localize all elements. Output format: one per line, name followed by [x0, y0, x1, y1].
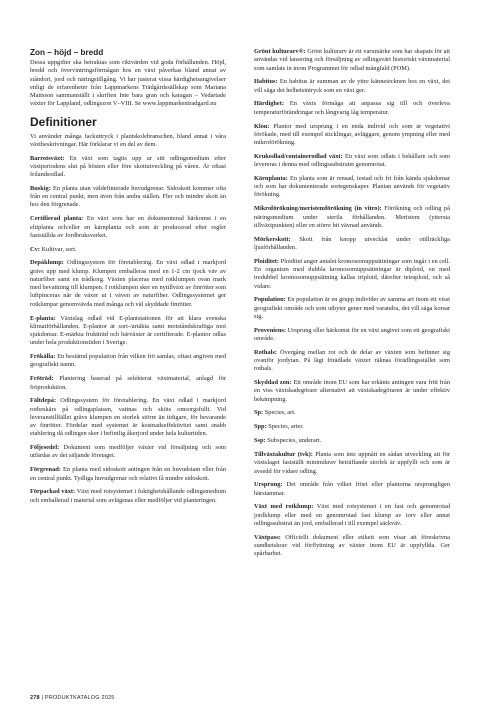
definition-text: Växt med rotsystemet i en fast och genomrotad jordklump eller med en genomrotad fast klump av torv eller annat odlingssubstrat än jord, emballerad i till exempel säckväv. [254, 503, 450, 527]
definition-term: Härdighet: [254, 100, 284, 108]
page-number: 278 [30, 695, 40, 701]
definition-text: Växt med rotsystemet i fuktighetshållande odlingsmedium och emballerad i material som avlägsnas eller medföljer vid planteringen. [30, 488, 226, 504]
definition-text: Övergång mellan rot och de delar av växten som befinner sig ovanför jordytan. På lägt förädlade växter räknas förädlingsstället som rothals. [254, 348, 450, 373]
definition-term: Frökälla: [30, 353, 56, 361]
definition-term: Ssp: [254, 437, 266, 445]
definition-text: En planta som är rensad, testad och fri från kända sjukdomar och som har dokumenterade sortegenskaper. Plantan används för vegetativ förökning. [254, 174, 450, 199]
definition-text: Odlingssystem för företablering. En växt odlad i markjord rotbeskärs på odlingsplatsen, vattnas och sköts omsorgsfullt. Vid leveranstillfället grävs klumpen en storlek större än tidigare, för bevarande av finrötter. Fördelar med systemet är kostnadseffektivitet samt snabb etablering då odlingen sker i befintlig åkerjord under hela kulturtiden. [30, 397, 226, 438]
definition-entry [254, 481, 450, 498]
right-term-list [254, 48, 450, 559]
definition-term: Barrotsväxt: [30, 154, 65, 162]
left-column [30, 48, 226, 510]
definition-entry [30, 444, 226, 461]
definition-term: Sp: [254, 409, 264, 417]
definition-entry [30, 375, 226, 392]
definition-text: Det område från vilket fröet eller plantorna ursprungligen härstammar. [254, 481, 450, 497]
definition-term: Växtpass: [254, 533, 281, 541]
definition-text: Officiellt dokument eller etikett som visar att föreskrivna sundhetskrav vid förflyttning av växter inom EU är uppfyllda. Ger spårbarhet. [254, 533, 450, 558]
definition-term: Habitus: [254, 78, 278, 86]
definition-text: Ett område inom EU som har erkänts antingen vara fritt från en viss växtskadegörare alternativt att växtskadegöraren är under effektiv bekämpning. [254, 379, 450, 403]
definition-text: En växt som har en dokumenterad härkomst i en elitplanta och/eller en kärnplanta och som är producerad efter regler fastställda av Jordbruksverket. [30, 215, 226, 239]
definition-term: Buskig: [30, 184, 51, 192]
definition-text: En habitus är summan av de yttre kännetecknen hos en växt, det vill säga det helhetsintryck som en växt ger. [254, 78, 450, 94]
definition-term: Växt med rotklump: [254, 503, 314, 511]
definition-term: Cv: [30, 245, 40, 253]
definition-entry [254, 437, 450, 445]
left-term-list [30, 155, 226, 505]
definition-term: Certifierad planta: [30, 215, 84, 223]
definition-entry [254, 379, 450, 404]
definitions-intro: Vi använder många fackuttryck i plantskolebranschen, bland annat i våra växtbeskrivningar. Här förklarar vi en del av dem. [30, 132, 226, 148]
definition-text: Subspecies, underart. [265, 437, 322, 445]
definition-text: Species, arter. [266, 423, 304, 431]
definition-entry [30, 353, 226, 370]
definition-entry [254, 78, 450, 95]
definition-term: Krukodlad/containerodlad växt: [254, 152, 343, 160]
definition-text: Skott från knopp utvecklat under otillräckliga ljusförhållanden. [254, 235, 450, 251]
definition-term: Skyddad zon: [254, 379, 292, 387]
definitions-heading: Definitioner [30, 114, 97, 129]
definition-text: Odlingssystem för företablering. En växt odlad i markjord grävs upp med klump. Klumpen emballeras med en 1-2 cm tjock väv av naturfiber samt en trådkorg. Växten placeras med rotklumpen ovan mark med bevattning till klumpen. I rotklumpen sker en nytillväxt av finrötter som luftpinceras när de växer ut i väven av naturfiber. Odlingssystemet ger rotklumpar genomvävda med många och väl skyddade finrötter. [30, 259, 226, 308]
definition-term: Klon: [254, 122, 270, 130]
definition-entry [254, 503, 450, 528]
definition-text: En växts förmåga att anpassa sig till och överleva temperaturförändringar och långvarig låg temperatur. [254, 100, 450, 116]
definition-term: Population: [254, 296, 286, 304]
definition-term: Grönt kulturarv®: [254, 48, 306, 55]
definition-entry [254, 451, 450, 476]
definition-text: En bestämd population från vilken frö samlas, oftast angiven med geografiskt namn. [30, 353, 226, 369]
definition-text: Ursprung eller härkomst för en växt angivet som ett geografiskt område. [254, 326, 450, 342]
definition-term: Kärnplanta: [254, 174, 288, 182]
definition-text: Växtslag odlad vid E-plantstationen för att klara svenska klimatförhållanden. E-plantor är sort-/artäkta samt motståndskraftiga mot sjukdomar. E-märkta fruktträd och bärväxter är certifierade. E-plantor odlas under hela produktionstiden i Sverige. [30, 314, 226, 347]
definition-entry [30, 259, 226, 309]
definition-entry [30, 397, 226, 438]
definition-term: Depåklump: [30, 259, 64, 267]
catalog-title: PRODUKTKATALOG 2025 [44, 695, 115, 701]
definition-term: Ursprung: [254, 481, 283, 489]
definition-term: Förgrenad: [30, 466, 61, 474]
definition-entry [30, 466, 226, 483]
definition-text: En population är en grupp individer av samma art inom ett visst geografiskt område och som utbyter gener med varandra, det vill säga korsar sig. [254, 296, 450, 320]
definition-term: Rothals: [254, 348, 277, 356]
definition-term: Följesedel: [30, 444, 60, 452]
definition-text: En planta med sidoskott antingen från en huvudstam eller från en central punkt. Tydliga huvudgrenar och relativt få mindre sidoskott. [30, 466, 226, 482]
definition-text: En växt som tagits upp ur sitt odlingsmedium efter växtperiodens slut på hösten eller före skottutveckling på våren. Är oftast frilandsodlad. [30, 154, 226, 179]
definition-text: Ploiditet anger antalet kromosomuppsättningar som ingår i en cell. En organism med dubbla kromosomuppsättningar är diploid, en med tredubbel kromosomuppsättning kallas triploid, därefter tetraploid, och så vidare. [254, 257, 450, 290]
definition-text: Plantering baserad på selekterat växtmaterial, anlagd för fröproduktion. [30, 375, 226, 391]
definition-entry [30, 488, 226, 505]
definition-entry [30, 215, 226, 240]
definition-entry [254, 153, 450, 170]
definition-text: Plantor med ursprung i en enda individ och som är vegetativt förökade, med till exempel sticklingar, avläggare, genom ympning eller med mikroförökning. [254, 122, 450, 147]
definition-text: Species, art. [263, 409, 296, 417]
definition-entry [30, 246, 226, 254]
definition-entry [254, 205, 450, 230]
definition-entry [254, 327, 450, 344]
page-footer [30, 695, 115, 701]
footer-separator: | [41, 695, 44, 701]
definition-text: Kultivar, sort. [39, 245, 77, 253]
definition-entry [254, 123, 450, 148]
definition-term: Mikroförökning/meristemförökning (in vitro): [254, 205, 382, 213]
definition-term: Proveniens: [254, 326, 286, 334]
definition-term: Spp: [254, 423, 267, 431]
definition-term: Mörkerskott: [254, 235, 291, 243]
definition-entry [30, 185, 226, 210]
definition-entry [254, 409, 450, 417]
definition-term: Fröträd: [30, 375, 54, 383]
zone-heading: Zon – höjd – bredd [30, 48, 104, 57]
right-column [254, 48, 450, 564]
definition-term: Fältdepå: [30, 397, 57, 405]
definition-entry [254, 296, 450, 321]
definition-text: En växt som odlats i behållare och som levereras i denna med odlingssubstratet genomrotat. [254, 152, 450, 169]
definition-term: Ploiditet: [254, 257, 280, 265]
definition-text: En planta utan väldefinierade huvudgrenar. Sidoskott kommer ofta från en central punkt, men även från andra ställen. Fler och mindre skott än hos den förgrenade. [30, 184, 226, 209]
definition-entry [254, 258, 450, 291]
definition-entry [254, 175, 450, 200]
definition-entry [30, 155, 226, 180]
definition-text: Planta som inte uppnått en sådan utveckling att för växtslaget fastställt minimikrav beträffande storlek är uppfyllt och som är avsedd för vidare odling. [254, 451, 450, 475]
definition-entry [254, 48, 450, 73]
definition-entry [30, 315, 226, 348]
definition-term: Förpackad växt: [30, 488, 76, 496]
definition-entry [254, 100, 450, 117]
definition-entry [254, 349, 450, 374]
zone-paragraph: Dessa uppgifter ska betraktas som riktvärden vid goda förhållanden. Höjd, bredd och övervintringsförmågan hos en växt påverkas bland annat av ståndort, jord och näringstillgång. Vi har justerat vissa härdighetsangivelser enligt de erfarenheter från Lappmarkens Trädgårdssällskap som Mariana Mattsson sammanställt i skriften Inte bara gran och karagan – Vedartade växter för Lappland, odlingszon V–VIII. Se www.lappmarkentradgard.nu [30, 59, 226, 108]
definition-text: Grönt kulturarv är ett varumärke som har skapats för att användas vid lansering och försäljning av odlingsvärt historiskt växtmaterial som samlats in inom Programmet för odlad mångfald (POM). [254, 48, 450, 72]
definition-text: Dokument som medföljer växter vid försäljning och som utfärdas av det säljande företaget. [30, 444, 226, 460]
definition-term: Tillväxtakultur (tvk): [254, 451, 313, 458]
definition-entry [254, 236, 450, 253]
definition-entry [254, 534, 450, 559]
definition-term: E-planta: [30, 314, 56, 322]
definition-text: Förökning och odling på näringsmedium under sterila förhållanden. Meristem (yttersta tillväxtpunkten) eller en större bit vävnad används. [254, 205, 450, 229]
definition-entry [254, 423, 450, 431]
